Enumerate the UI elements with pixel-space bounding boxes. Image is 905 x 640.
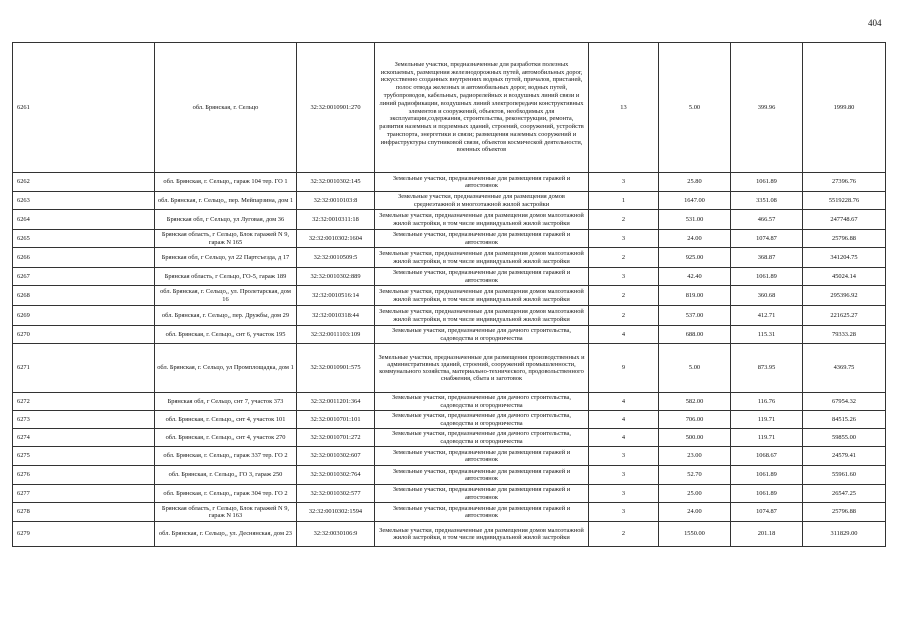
- land-purpose-cell: Земельные участки, предназначенные для дачного строительства, садоводства и огородничества: [375, 429, 589, 447]
- table-row: [13, 306, 886, 326]
- group-cell: 2: [589, 522, 659, 547]
- area-cell: 52.70: [659, 466, 731, 485]
- group-cell: 13: [589, 43, 659, 173]
- land-purpose-cell: Земельные участки, предназначенные для дачного строительства, садоводства и огородничества: [375, 393, 589, 411]
- specific-value-cell: 360.68: [731, 286, 803, 306]
- row-number-cell: 6265: [13, 230, 155, 248]
- area-cell: 500.00: [659, 429, 731, 447]
- address-cell: обл. Брянская, г. Сельцо,, ул. Пролетарская, дом 16: [155, 286, 297, 306]
- land-purpose-cell: Земельные участки, предназначенные для размещения домов среднеэтажной и многоэтажной жилой застройки: [375, 192, 589, 210]
- specific-value-cell: 399.96: [731, 43, 803, 173]
- specific-value-cell: 116.76: [731, 393, 803, 411]
- land-purpose-cell: Земельные участки, предназначенные для разработки полезных ископаемых, размещения железнодорожных путей, автомобильных дорог, искусственно созданных внутренних водных путей, причалов, пристаней, полос отвода железных и автомобильных дорог, водных путей, трубопроводов, кабельных, радиорелейных и воздушных линий связи и линий радиофикации, воздушных линий электропередачи конструктивных элементов и сооружений, объектов, необходимых для эксплуатации,содержания, строительства, реконструкции, ремонта, развития наземных и подземных зданий, строений, сооружений, устройств транспорта, энергетики и связи; размещения наземных сооружений и инфраструктуры спутниковой связи, объектов космической деятельности, военных объектов: [375, 43, 589, 173]
- table-row: [13, 522, 886, 547]
- specific-value-cell: 1061.89: [731, 268, 803, 286]
- cadastral-value-cell: 5519228.76: [803, 192, 886, 210]
- cadastral-value-cell: 1999.80: [803, 43, 886, 173]
- group-cell: 2: [589, 306, 659, 326]
- area-cell: 706.00: [659, 411, 731, 429]
- specific-value-cell: 3351.08: [731, 192, 803, 210]
- group-cell: 3: [589, 503, 659, 522]
- cadastral-value-cell: 24579.41: [803, 447, 886, 466]
- cadastral-number-cell: 32:32:0010302:764: [297, 466, 375, 485]
- table-row: [13, 192, 886, 210]
- cadastral-number-cell: 32:32:0010311:18: [297, 210, 375, 230]
- area-cell: 5.00: [659, 344, 731, 393]
- page-number: 404: [868, 18, 882, 28]
- area-cell: 25.80: [659, 173, 731, 192]
- area-cell: 25.00: [659, 485, 731, 503]
- group-cell: 4: [589, 393, 659, 411]
- table-row: [13, 173, 886, 192]
- cadastral-value-cell: 27396.76: [803, 173, 886, 192]
- cadastral-number-cell: 32:32:0010302:145: [297, 173, 375, 192]
- cadastral-value-cell: 247748.67: [803, 210, 886, 230]
- address-cell: обл. Брянская, г. Сельцо,, гараж 104 тер. ГО 1: [155, 173, 297, 192]
- cadastral-number-cell: 32:32:0010103:8: [297, 192, 375, 210]
- group-cell: 3: [589, 485, 659, 503]
- address-cell: обл. Брянская, г. Сельцо,, гараж 337 тер. ГО 2: [155, 447, 297, 466]
- row-number-cell: 6273: [13, 411, 155, 429]
- cadastral-value-cell: 341204.75: [803, 248, 886, 268]
- row-number-cell: 6279: [13, 522, 155, 547]
- land-purpose-cell: Земельные участки, предназначенные для дачного строительства, садоводства и огородничества: [375, 411, 589, 429]
- cadastral-number-cell: 32:32:0011201:364: [297, 393, 375, 411]
- table-row: [13, 286, 886, 306]
- address-cell: Брянская область, г Сельцо, ГО-5, гараж 189: [155, 268, 297, 286]
- cadastral-value-cell: 26547.25: [803, 485, 886, 503]
- row-number-cell: 6271: [13, 344, 155, 393]
- cadastral-value-cell: 59855.00: [803, 429, 886, 447]
- table-row: [13, 230, 886, 248]
- area-cell: 1647.00: [659, 192, 731, 210]
- specific-value-cell: 201.18: [731, 522, 803, 547]
- group-cell: 4: [589, 429, 659, 447]
- address-cell: Брянская обл, г Сельцо, ул 22 Партсъезда, д 17: [155, 248, 297, 268]
- row-number-cell: 6264: [13, 210, 155, 230]
- area-cell: 925.00: [659, 248, 731, 268]
- table-row: [13, 268, 886, 286]
- specific-value-cell: 119.71: [731, 411, 803, 429]
- cadastral-value-cell: 79333.28: [803, 326, 886, 344]
- land-purpose-cell: Земельные участки, предназначенные для дачного строительства, садоводства и огородничества: [375, 326, 589, 344]
- row-number-cell: 6270: [13, 326, 155, 344]
- table-row: [13, 210, 886, 230]
- row-number-cell: 6262: [13, 173, 155, 192]
- cadastral-number-cell: 32:32:0010701:101: [297, 411, 375, 429]
- address-cell: обл. Брянская, г. Сельцо,, пер. Дружбы, дом 29: [155, 306, 297, 326]
- area-cell: 24.00: [659, 503, 731, 522]
- land-purpose-cell: Земельные участки, предназначенные для размещения домов малоэтажной жилой застройки, в том числе индивидуальной жилой застройки: [375, 522, 589, 547]
- land-purpose-cell: Земельные участки, предназначенные для размещения гаражей и автостоянок: [375, 268, 589, 286]
- table-row: [13, 43, 886, 173]
- specific-value-cell: 412.71: [731, 306, 803, 326]
- table-row: [13, 344, 886, 393]
- group-cell: 1: [589, 192, 659, 210]
- cadastral-number-cell: 32:32:0010302:607: [297, 447, 375, 466]
- cadastral-number-cell: 32:32:0010901:270: [297, 43, 375, 173]
- area-cell: 582.00: [659, 393, 731, 411]
- row-number-cell: 6263: [13, 192, 155, 210]
- land-purpose-cell: Земельные участки, предназначенные для размещения производственных и административных зданий, строений, сооружений промышленности, коммунального хозяйства, материально-технического, продовольственного снабжения, сбыта и заготовок: [375, 344, 589, 393]
- group-cell: 3: [589, 466, 659, 485]
- cadastral-number-cell: 32:32:0011103:109: [297, 326, 375, 344]
- table-row: [13, 429, 886, 447]
- table-row: [13, 447, 886, 466]
- group-cell: 3: [589, 268, 659, 286]
- group-cell: 3: [589, 173, 659, 192]
- area-cell: 531.00: [659, 210, 731, 230]
- table-row: [13, 485, 886, 503]
- specific-value-cell: 1074.87: [731, 230, 803, 248]
- address-cell: обл. Брянская, г. Сельцо,, ГО 3, гараж 250: [155, 466, 297, 485]
- row-number-cell: 6267: [13, 268, 155, 286]
- group-cell: 2: [589, 286, 659, 306]
- cadastral-value-cell: 25796.88: [803, 230, 886, 248]
- specific-value-cell: 119.71: [731, 429, 803, 447]
- row-number-cell: 6269: [13, 306, 155, 326]
- address-cell: обл. Брянская, г. Сельцо,, гараж 304 тер. ГО 2: [155, 485, 297, 503]
- group-cell: 2: [589, 210, 659, 230]
- area-cell: 537.00: [659, 306, 731, 326]
- cadastral-value-cell: 221625.27: [803, 306, 886, 326]
- specific-value-cell: 1061.89: [731, 485, 803, 503]
- cadastral-number-cell: 32:32:0010901:575: [297, 344, 375, 393]
- specific-value-cell: 1061.89: [731, 466, 803, 485]
- cadastral-value-cell: 4369.75: [803, 344, 886, 393]
- land-purpose-cell: Земельные участки, предназначенные для размещения гаражей и автостоянок: [375, 173, 589, 192]
- row-number-cell: 6278: [13, 503, 155, 522]
- address-cell: Брянская обл, г Сельцо, ул Луговая, дом 36: [155, 210, 297, 230]
- cadastral-number-cell: 32:32:0010302:577: [297, 485, 375, 503]
- specific-value-cell: 1068.67: [731, 447, 803, 466]
- address-cell: обл. Брянская, г. Сельцо,, снт 6, участок 195: [155, 326, 297, 344]
- land-purpose-cell: Земельные участки, предназначенные для размещения домов малоэтажной жилой застройки, в том числе индивидуальной жилой застройки: [375, 286, 589, 306]
- specific-value-cell: 1061.89: [731, 173, 803, 192]
- address-cell: обл. Брянская, г. Сельцо,, ул. Деснянская, дом 23: [155, 522, 297, 547]
- row-number-cell: 6272: [13, 393, 155, 411]
- address-cell: обл. Брянская, г. Сельцо,, пер. Мейпарзина, дом 1: [155, 192, 297, 210]
- cadastral-value-cell: 55961.60: [803, 466, 886, 485]
- cadastral-number-cell: 32:32:0010701:272: [297, 429, 375, 447]
- land-purpose-cell: Земельные участки, предназначенные для размещения домов малоэтажной жилой застройки, в том числе индивидуальной жилой застройки: [375, 248, 589, 268]
- cadastral-number-cell: 32:32:0010318:44: [297, 306, 375, 326]
- address-cell: обл. Брянская, г. Сельцо,, снт 4, участок 270: [155, 429, 297, 447]
- table-row: [13, 411, 886, 429]
- cadastral-value-cell: 67954.32: [803, 393, 886, 411]
- specific-value-cell: 115.31: [731, 326, 803, 344]
- group-cell: 3: [589, 230, 659, 248]
- group-cell: 3: [589, 447, 659, 466]
- group-cell: 9: [589, 344, 659, 393]
- row-number-cell: 6266: [13, 248, 155, 268]
- cadastral-value-cell: 295396.92: [803, 286, 886, 306]
- cadastral-value-table: [12, 42, 886, 547]
- area-cell: 1550.00: [659, 522, 731, 547]
- cadastral-value-cell: 25796.88: [803, 503, 886, 522]
- address-cell: обл. Брянская, г. Сельцо,, снт 4, участок 101: [155, 411, 297, 429]
- table-row: [13, 248, 886, 268]
- specific-value-cell: 873.95: [731, 344, 803, 393]
- land-purpose-cell: Земельные участки, предназначенные для размещения гаражей и автостоянок: [375, 447, 589, 466]
- group-cell: 2: [589, 248, 659, 268]
- land-purpose-cell: Земельные участки, предназначенные для размещения домов малоэтажной жилой застройки, в том числе индивидуальной жилой застройки: [375, 306, 589, 326]
- address-cell: Брянская область, г Сельцо, Блок гаражей N 9, гараж N 165: [155, 230, 297, 248]
- land-purpose-cell: Земельные участки, предназначенные для размещения гаражей и автостоянок: [375, 503, 589, 522]
- address-cell: обл. Брянская, г. Сельцо: [155, 43, 297, 173]
- address-cell: Брянская обл, г Сельцо, снт 7, участок 373: [155, 393, 297, 411]
- row-number-cell: 6261: [13, 43, 155, 173]
- area-cell: 5.00: [659, 43, 731, 173]
- cadastral-value-cell: 45024.14: [803, 268, 886, 286]
- land-purpose-cell: Земельные участки, предназначенные для размещения гаражей и автостоянок: [375, 485, 589, 503]
- specific-value-cell: 1074.87: [731, 503, 803, 522]
- address-cell: обл. Брянская, г. Сельцо, ул Промплощадка, дом 1: [155, 344, 297, 393]
- table-row: [13, 393, 886, 411]
- cadastral-number-cell: 32:32:0010509:5: [297, 248, 375, 268]
- row-number-cell: 6277: [13, 485, 155, 503]
- area-cell: 24.00: [659, 230, 731, 248]
- land-purpose-cell: Земельные участки, предназначенные для размещения гаражей и автостоянок: [375, 230, 589, 248]
- row-number-cell: 6274: [13, 429, 155, 447]
- area-cell: 688.00: [659, 326, 731, 344]
- row-number-cell: 6275: [13, 447, 155, 466]
- table-row: [13, 326, 886, 344]
- address-cell: Брянская область, г Сельцо, Блок гаражей N 9, гараж N 163: [155, 503, 297, 522]
- land-purpose-cell: Земельные участки, предназначенные для размещения гаражей и автостоянок: [375, 466, 589, 485]
- area-cell: 819.00: [659, 286, 731, 306]
- area-cell: 42.40: [659, 268, 731, 286]
- group-cell: 4: [589, 326, 659, 344]
- cadastral-number-cell: 32:32:0010302:1604: [297, 230, 375, 248]
- cadastral-number-cell: 32:32:0030106:9: [297, 522, 375, 547]
- cadastral-value-cell: 311829.00: [803, 522, 886, 547]
- row-number-cell: 6276: [13, 466, 155, 485]
- specific-value-cell: 368.87: [731, 248, 803, 268]
- table-row: [13, 466, 886, 485]
- land-purpose-cell: Земельные участки, предназначенные для размещения домов малоэтажной жилой застройки, в том числе индивидуальной жилой застройки: [375, 210, 589, 230]
- cadastral-number-cell: 32:32:0010302:1594: [297, 503, 375, 522]
- area-cell: 23.00: [659, 447, 731, 466]
- cadastral-number-cell: 32:32:0010516:14: [297, 286, 375, 306]
- cadastral-value-cell: 84515.26: [803, 411, 886, 429]
- specific-value-cell: 466.57: [731, 210, 803, 230]
- cadastral-number-cell: 32:32:0010302:889: [297, 268, 375, 286]
- group-cell: 4: [589, 411, 659, 429]
- row-number-cell: 6268: [13, 286, 155, 306]
- table-row: [13, 503, 886, 522]
